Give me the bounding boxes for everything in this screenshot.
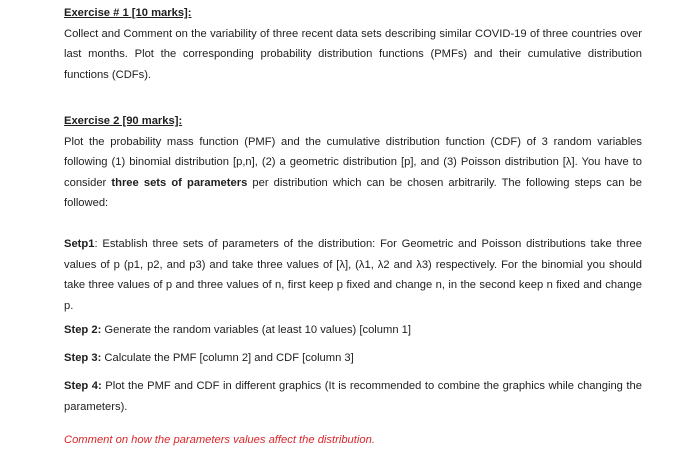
step-1-text: : Establish three sets of parameters of the distribution: For Geometric and Poisson distributions take three values of p (p1, p2, and p3) and take three values of [λ], (λ1, λ2 and λ3) respectively. For the binomial you should take three values of p and three values of n, first keep p fixed and change n, in the second keep n fixed and change p. — [64, 238, 642, 312]
step-3-text: Calculate the PMF [column 2] and CDF [column 3] — [101, 352, 354, 364]
exercise-2-body-text-2: per distribution which can be chosen arbitrarily. The following steps can be followed: — [64, 176, 642, 209]
exercise-1-body: Collect and Comment on the variability of three recent data sets describing similar COVID-19 of three countries over last months. Plot the corresponding probability distribution functions (PMFs) and their cumulative distribution functions (CDFs). — [64, 27, 642, 81]
step-2-text: Generate the random variables (at least 10 values) [column 1] — [101, 324, 411, 336]
exercise-1-heading: Exercise # 1 [10 marks]: — [64, 7, 192, 19]
exercise-2-body — [64, 132, 642, 214]
step-2-label: Step 2: — [64, 324, 102, 336]
step-3-label: Step 3: — [64, 352, 102, 364]
exercise-2-heading: Exercise 2 [90 marks]: — [64, 115, 183, 127]
exercise-2-section — [64, 111, 642, 214]
step-1 — [64, 234, 642, 316]
step-1-label: Setp1 — [64, 238, 95, 250]
exercise-1-section — [64, 3, 642, 85]
comment-instruction: Comment on how the parameters values affect the distribution. — [64, 434, 375, 446]
exercise-2-body-text-1: Plot the probability mass function (PMF) and the cumulative distribution function (CDF) of 3 random variables following (1) binomial distribution [p,n], (2) a geometric distribution [p], and (3) Poisson distribution [λ]. You have to consider — [64, 135, 642, 189]
step-4 — [64, 376, 642, 417]
step-2 — [64, 320, 642, 341]
step-3 — [64, 348, 642, 369]
step-4-text: Plot the PMF and CDF in different graphics (It is recommended to combine the graphics while changing the parameters). — [64, 380, 642, 413]
exercise-2-body-emphasis: three sets of parameters — [111, 176, 248, 189]
step-4-label: Step 4: — [64, 380, 102, 392]
